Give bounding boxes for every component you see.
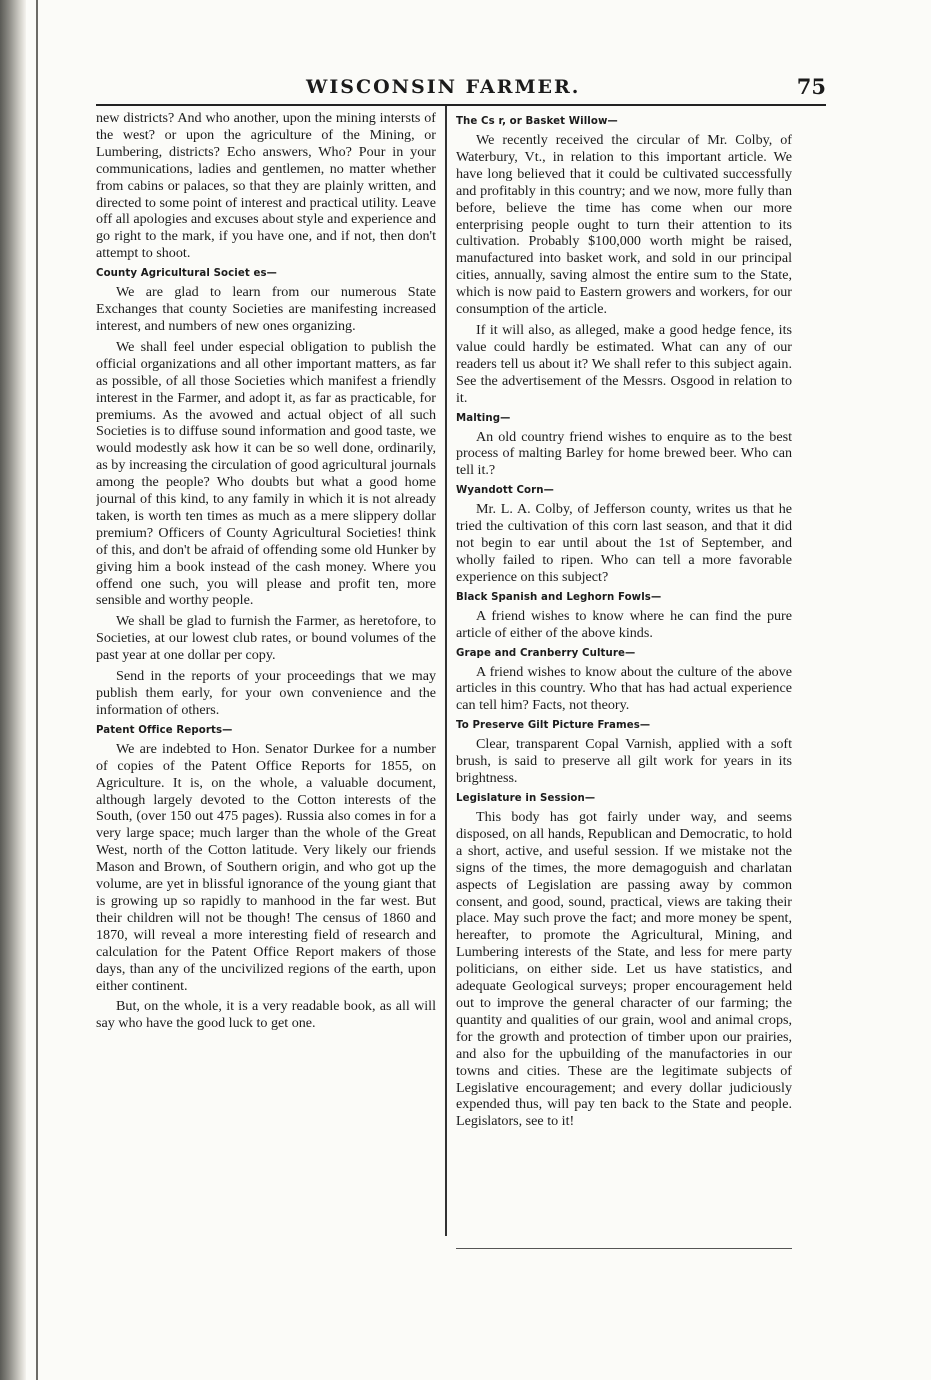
page-number: 75: [796, 74, 826, 99]
willow-paragraph-2: If it will also, as alleged, make a good hedge fence, its value could hardly be estimated. What can any of our readers tell us about it? We shall refer to this subject again. See the advertisement of the Messrs. Osgood in relation to it.: [456, 321, 792, 406]
column-divider: [445, 106, 447, 1236]
heading-wyandott-corn: Wyandott Corn—: [456, 485, 554, 497]
heading-grape-cranberry: Grape and Cranberry Culture—: [456, 647, 636, 659]
county-paragraph-4: Send in the reports of your proceedings that we may publish them early, for your own convenience and the information of others.: [96, 668, 436, 718]
heading-malting: Malting—: [456, 412, 511, 424]
county-paragraph-2: We shall feel under especial obligation to publish the official organizations and all other important matters, as far as possible, of all those Societies which manifest a friendly interest in the Farmer, and adopt it, as far as practicable, for premiums. As the avowed and actual object of all such Societies is to diffuse sound information and good taste, we would modestly ask how it can be so well done, ordinarily, as by increasing the circulation of good agricultural journals among the people? Who doubts but what a good home journal of this kind, to any family in which it is not already taken, is worth ten times as much as a mere slippery dollar premium? Officers of County Agricultural Societies! think of this, and don't be afraid of offending some old Hunker by giving him a book instead of the cash money. Where you offend one such, you will please and profit ten, more sensible and worthy people.: [96, 338, 436, 609]
frames-paragraph: Clear, transparent Copal Varnish, applied with a soft brush, is said to preserve all gilt work for years in its brightness.: [456, 736, 792, 787]
heading-patent-office: Patent Office Reports—: [96, 724, 233, 736]
heading-gilt-frames: To Preserve Gilt Picture Frames—: [456, 720, 651, 732]
page-margin-rule: [36, 0, 38, 1380]
heading-spanish-fowls: Black Spanish and Leghorn Fowls—: [456, 591, 662, 603]
page-binding-edge: [0, 0, 26, 1380]
malting-paragraph: An old country friend wishes to enquire as to the best process of malting Barley for home brewed beer. Who can tell it.?: [456, 428, 792, 479]
spanish-paragraph: A friend wishes to know where he can find the pure article of either of the above kinds.: [456, 607, 792, 641]
patent-paragraph-2: But, on the whole, it is a very readable book, as all will say who have the good luck to get one.: [96, 998, 436, 1032]
column-end-rule: [456, 1248, 792, 1249]
legislature-paragraph: This body has got fairly under way, and seems disposed, on all hands, Republican and Democratic, to hold a short, active, and useful session. If we mistake not the signs of the times, the more demagoguish and charlatan aspects of Legislation are passing away by common consent, and good, sound, practical, views are taking their place. May such prove the fact; and more money be spent, hereafter, to promote the Agricultural, Mining, and Lumbering interests of the State, and less for mere party politicians, on either side. Let us have statistics, and adequate Geological surveys; proper encouragement held out to improve the general character of our farming; the quantity and qualities of our grain, wool and animal crops, for the growth and protection of timber upon our prairies, and also for the upbuilding of the manufactories in our towns and cities. These are the legitimate subjects of Legislative encouragement; and every dollar judiciously expended thus, will pay ten back to the State and people. Legislators, see to it!: [456, 809, 792, 1130]
left-column: [96, 110, 436, 1250]
page-header: [96, 74, 826, 104]
header-rule: [96, 104, 826, 106]
heading-legislature: Legislature in Session—: [456, 793, 596, 804]
right-column: [456, 110, 792, 1250]
heading-county-societies: County Agricultural Societ es—: [96, 268, 277, 280]
grape-paragraph: A friend wishes to know about the culture of the above articles in this country. Who that has had actual experience can tell him? Facts, not theory.: [456, 663, 792, 714]
willow-paragraph-1: We recently received the circular of Mr. Colby, of Waterbury, Vt., in relation to this important article. We have long believed that it could be cultivated successfully and profitably in this country; and we now, more fully than before, believe the time has come when our more enterprising people ought to turn their attention to its cultivation. Probably $100,000 worth might be raised, manufactured into basket work, and sold in our principal cities, annually, saving almost the entire sum to the State, which is now paid to Eastern growers and workers, for our consumption of the article.: [456, 132, 792, 318]
wyandott-paragraph: Mr. L. A. Colby, of Jefferson county, writes us that he tried the cultivation of this corn last season, and that it did not begin to ear until about the 1st of September, and wholly failed to ripen. Who can tell a more favorable experience on this subject?: [456, 501, 792, 585]
heading-basket-willow: The Cs r, or Basket Willow—: [456, 116, 618, 127]
intro-paragraph: new districts? And who another, upon the mining intersts of the west? or upon the agriculture of the Mining, or Lumbering, districts? Echo answers, Who? Pour in your communications, ladies and gentlemen, no matter whether from cabins or palaces, so that they are plainly written, and directed to some point of interest and practical utility. Leave off all apologies and excuses about style and experience and go right to the mark, if you have one, and if not, then don't attempt to shoot.: [96, 110, 436, 262]
masthead-title: WISCONSIN FARMER.: [306, 76, 581, 98]
county-paragraph-1: We are glad to learn from our numerous State Exchanges that county Societies are manifesting increased interest, and numbers of new ones organizing.: [96, 284, 436, 334]
patent-paragraph-1: We are indebted to Hon. Senator Durkee for a number of copies of the Patent Office Reports for 1855, on Agriculture. It is, on the whole, a valuable document, although largely devoted to the Cotton interests of the South, (over 150 out 475 pages). Russia also comes in for a very large space; much larger than the whole of the Great West, north of the Cotton latitude. Very likely our friends Mason and Brown, of Southern origin, and who got up the volume, are yet in blissful ignorance of the young giant that is growing up so rapidly to manhood in the far west. But their children will not be though! The census of 1860 and 1870, will reveal a more interesting field of research and calculation for the Patent Office Report makers of those days, than any of the uncivilized regions of the earth, upon either continent.: [96, 740, 436, 994]
county-paragraph-3: We shall be glad to furnish the Farmer, as heretofore, to Societies, at our lowest club rates, or bound volumes of the past year at one dollar per copy.: [96, 613, 436, 664]
